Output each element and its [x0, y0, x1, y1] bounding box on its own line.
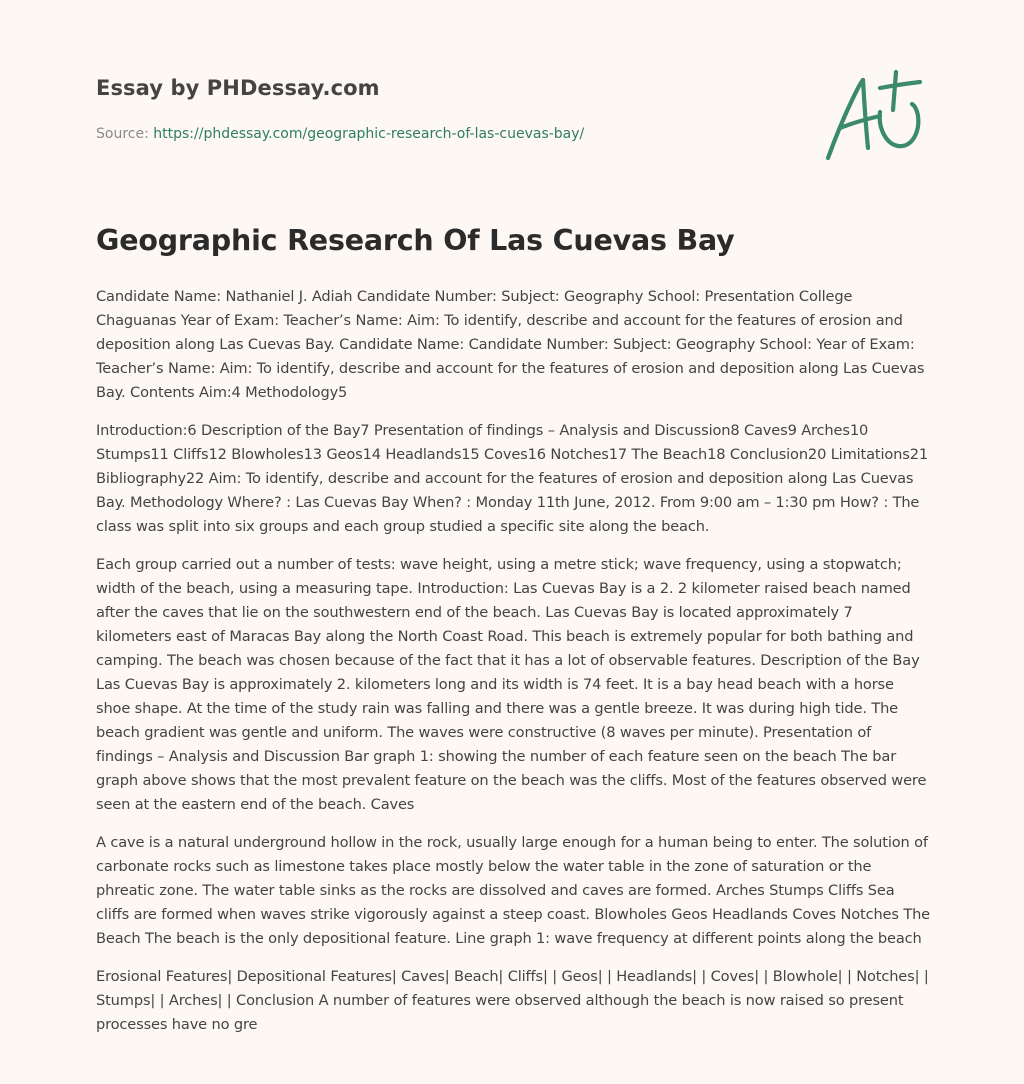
source-label: Source: — [96, 126, 154, 142]
site-brand: Essay by PHDessay.com — [96, 76, 380, 100]
essay-paragraph: Erosional Features| Depositional Features| Caves| Beach| Cliffs| | Geos| | Headlands| | Coves| | Blowhole| | Notches| | Stumps| | Arches| | Conclusion A number of features were observed although the beach is now raised so present processes have no gre — [96, 968, 929, 1033]
essay-body — [96, 285, 932, 1051]
essay-paragraph: Introduction:6 Description of the Bay7 Presentation of findings – Analysis and Discussion8 Caves9 Arches10 Stumps11 Cliffs12 Blowholes13 Geos14 Headlands15 Coves16 Notches17 The Beach18 Conclusion20 Limitations21 Bibliography22 Aim: To identify, describe and account for the features of erosion and deposition along Las Cuevas Bay. Methodology Where? : Las Cuevas Bay When? : Monday 11th June, 2012. From 9:00 am – 1:30 pm How? : The class was split into six groups and each group studied a specific site along the beach. — [96, 422, 928, 535]
source-line — [96, 126, 796, 142]
essay-paragraph: Candidate Name: Nathaniel J. Adiah Candidate Number: Subject: Geography School: Presentation College Chaguanas Year of Exam: Teacher’s Name: Aim: To identify, describe and account for the features of erosion and deposition along Las Cuevas Bay. Candidate Name: Candidate Number: Subject: Geography School: Year of Exam: Teacher’s Name: Aim: To identify, describe and account for the features of erosion and deposition along Las Cuevas Bay. Contents Aim:4 Methodology5 — [96, 288, 925, 401]
source-link[interactable]: https://phdessay.com/geographic-research-of-las-cuevas-bay/ — [153, 126, 585, 142]
site-header — [96, 76, 796, 142]
essay-paragraph: A cave is a natural underground hollow in the rock, usually large enough for a human being to enter. The solution of carbonate rocks such as limestone takes place mostly below the water table in the zone of saturation or the phreatic zone. The water table sinks as the rocks are dissolved and caves are formed. Arches Stumps Cliffs Sea cliffs are formed when waves strike vigorously against a steep coast. Blowholes Geos Headlands Coves Notches The Beach The beach is the only depositional feature. Line graph 1: wave frequency at different points along the beach — [96, 834, 931, 947]
page-title: Geographic Research Of Las Cuevas Bay — [96, 224, 735, 257]
essay-paragraph: Each group carried out a number of tests: wave height, using a metre stick; wave frequency, using a stopwatch; width of the beach, using a measuring tape. Introduction: Las Cuevas Bay is a 2. 2 kilometer raised beach named after the caves that lie on the southwestern end of the beach. Las Cuevas Bay is located approximately 7 kilometers east of Maracas Bay along the North Coast Road. This beach is extremely popular for both bathing and camping. The beach was chosen because of the fact that it has a lot of observable features. Description of the Bay Las Cuevas Bay is approximately 2. kilometers long and its width is 74 feet. It is a bay head beach with a horse shoe shape. At the time of the study rain was falling and there was a gentle breeze. It was during high tide. The beach gradient was gentle and uniform. The waves were constructive (8 waves per minute). Presentation of findings – Analysis and Discussion Bar graph 1: showing the number of each feature seen on the beach The bar graph above shows that the most prevalent feature on the beach was the cliffs. Most of the features observed were seen at the eastern end of the beach. Caves — [96, 556, 927, 813]
a-plus-grade-icon — [822, 66, 926, 164]
